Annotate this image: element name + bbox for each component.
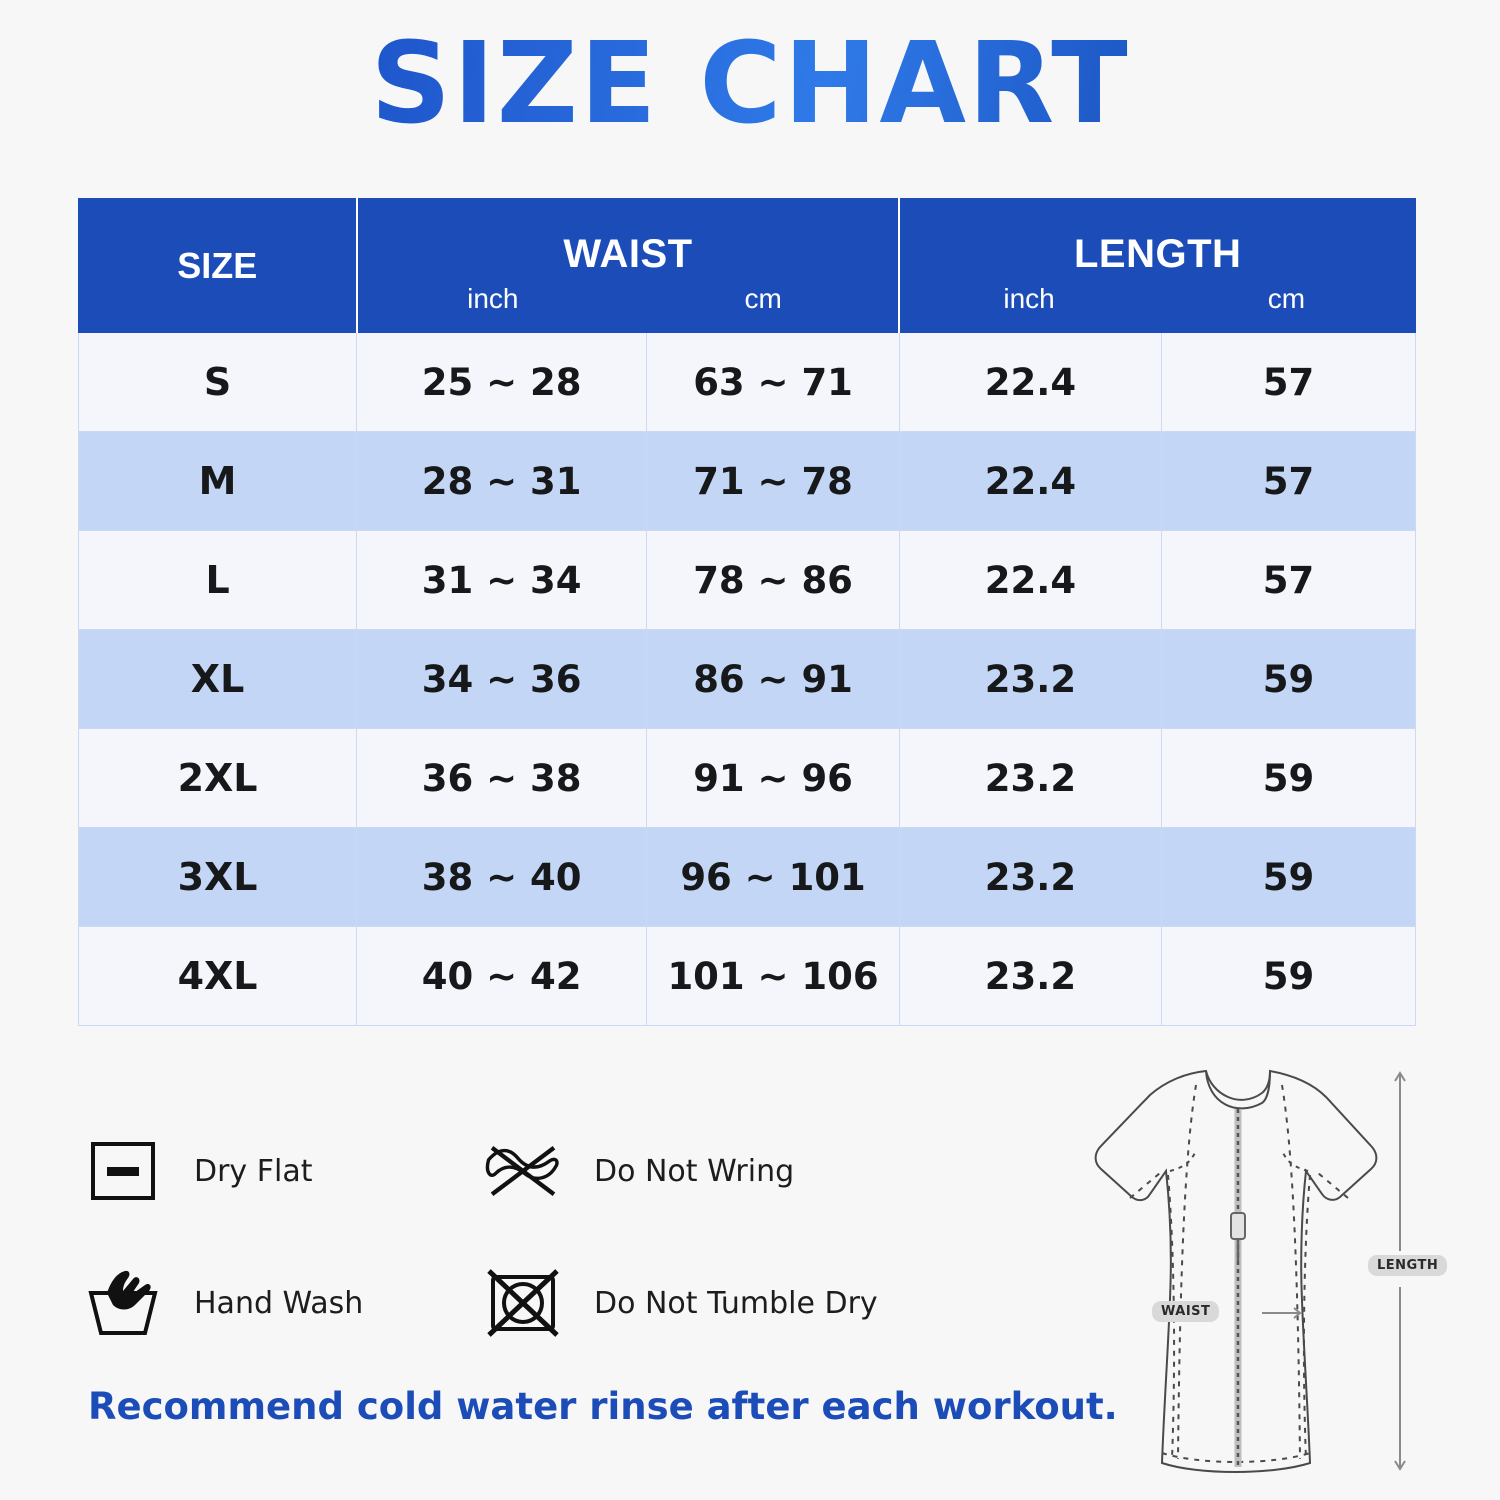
column-header-waist [357, 199, 900, 333]
cell-waist-inch: 38 ~ 40 [357, 828, 647, 927]
column-header-length-title: LENGTH [1073, 232, 1242, 276]
column-header-length-unit-inch: inch [1003, 283, 1055, 314]
care-label-hand-wash: Hand Wash [194, 1285, 364, 1321]
zipper [1231, 1109, 1245, 1467]
care-item-do-not-wring [480, 1128, 880, 1214]
cell-waist-inch: 40 ~ 42 [357, 927, 647, 1026]
table-body [79, 333, 1416, 1026]
cell-size: 4XL [79, 927, 357, 1026]
cell-length-inch: 23.2 [899, 828, 1161, 927]
cell-length-cm: 59 [1161, 630, 1415, 729]
cell-length-inch: 22.4 [899, 432, 1161, 531]
cell-length-inch: 23.2 [899, 927, 1161, 1026]
cell-waist-cm: 101 ~ 106 [647, 927, 900, 1026]
cell-size: L [79, 531, 357, 630]
care-label-do-not-tumble-dry: Do Not Tumble Dry [594, 1285, 878, 1321]
cell-length-cm: 59 [1161, 828, 1415, 927]
cell-waist-inch: 34 ~ 36 [357, 630, 647, 729]
column-header-length-unit-cm: cm [1267, 283, 1306, 314]
cell-waist-cm: 86 ~ 91 [647, 630, 900, 729]
do-not-wring-icon [480, 1128, 566, 1214]
care-item-hand-wash [80, 1260, 480, 1346]
table-header [79, 199, 1416, 333]
cell-waist-inch: 25 ~ 28 [357, 333, 647, 432]
table-row [79, 828, 1416, 927]
waist-label-tag: WAIST [1152, 1301, 1219, 1322]
cell-waist-cm: 91 ~ 96 [647, 729, 900, 828]
care-row-2 [80, 1237, 980, 1369]
cell-length-inch: 22.4 [899, 531, 1161, 630]
cell-waist-cm: 96 ~ 101 [647, 828, 900, 927]
table-row [79, 927, 1416, 1026]
cell-waist-cm: 78 ~ 86 [647, 531, 900, 630]
table-row [79, 333, 1416, 432]
care-label-do-not-wring: Do Not Wring [594, 1153, 795, 1189]
table-row [79, 432, 1416, 531]
recommendation-text: Recommend cold water rinse after each workout. [88, 1385, 1118, 1428]
cell-size: 2XL [79, 729, 357, 828]
length-label-tag: LENGTH [1368, 1255, 1447, 1276]
page-title: SIZE CHART [0, 20, 1500, 149]
cell-length-cm: 57 [1161, 531, 1415, 630]
table-row [79, 531, 1416, 630]
cell-length-cm: 57 [1161, 432, 1415, 531]
care-row-1 [80, 1105, 980, 1237]
size-chart-table-container [78, 198, 1416, 1026]
care-item-dry-flat [80, 1128, 480, 1214]
do-not-tumble-dry-icon [480, 1260, 566, 1346]
care-label-dry-flat: Dry Flat [194, 1153, 313, 1189]
cell-length-inch: 23.2 [899, 630, 1161, 729]
cell-waist-inch: 36 ~ 38 [357, 729, 647, 828]
table-row [79, 729, 1416, 828]
cell-length-cm: 57 [1161, 333, 1415, 432]
column-header-waist-title: WAIST [563, 232, 693, 276]
column-header-size: SIZE [79, 199, 357, 333]
cell-size: XL [79, 630, 357, 729]
table-row [79, 630, 1416, 729]
column-header-waist-unit-inch: inch [467, 283, 519, 314]
care-item-do-not-tumble-dry [480, 1260, 880, 1346]
cell-size: S [79, 333, 357, 432]
cell-length-cm: 59 [1161, 927, 1415, 1026]
cell-length-inch: 22.4 [899, 333, 1161, 432]
garment-illustration [1000, 1055, 1460, 1485]
cell-waist-inch: 28 ~ 31 [357, 432, 647, 531]
cell-length-inch: 23.2 [899, 729, 1161, 828]
cell-size: 3XL [79, 828, 357, 927]
cell-length-cm: 59 [1161, 729, 1415, 828]
column-header-length [899, 199, 1415, 333]
dry-flat-icon [80, 1128, 166, 1214]
cell-size: M [79, 432, 357, 531]
cell-waist-cm: 63 ~ 71 [647, 333, 900, 432]
care-instructions [80, 1105, 980, 1369]
size-chart-table [78, 198, 1416, 1026]
hand-wash-icon [80, 1260, 166, 1346]
cell-waist-cm: 71 ~ 78 [647, 432, 900, 531]
cell-waist-inch: 31 ~ 34 [357, 531, 647, 630]
column-header-waist-unit-cm: cm [744, 283, 782, 314]
